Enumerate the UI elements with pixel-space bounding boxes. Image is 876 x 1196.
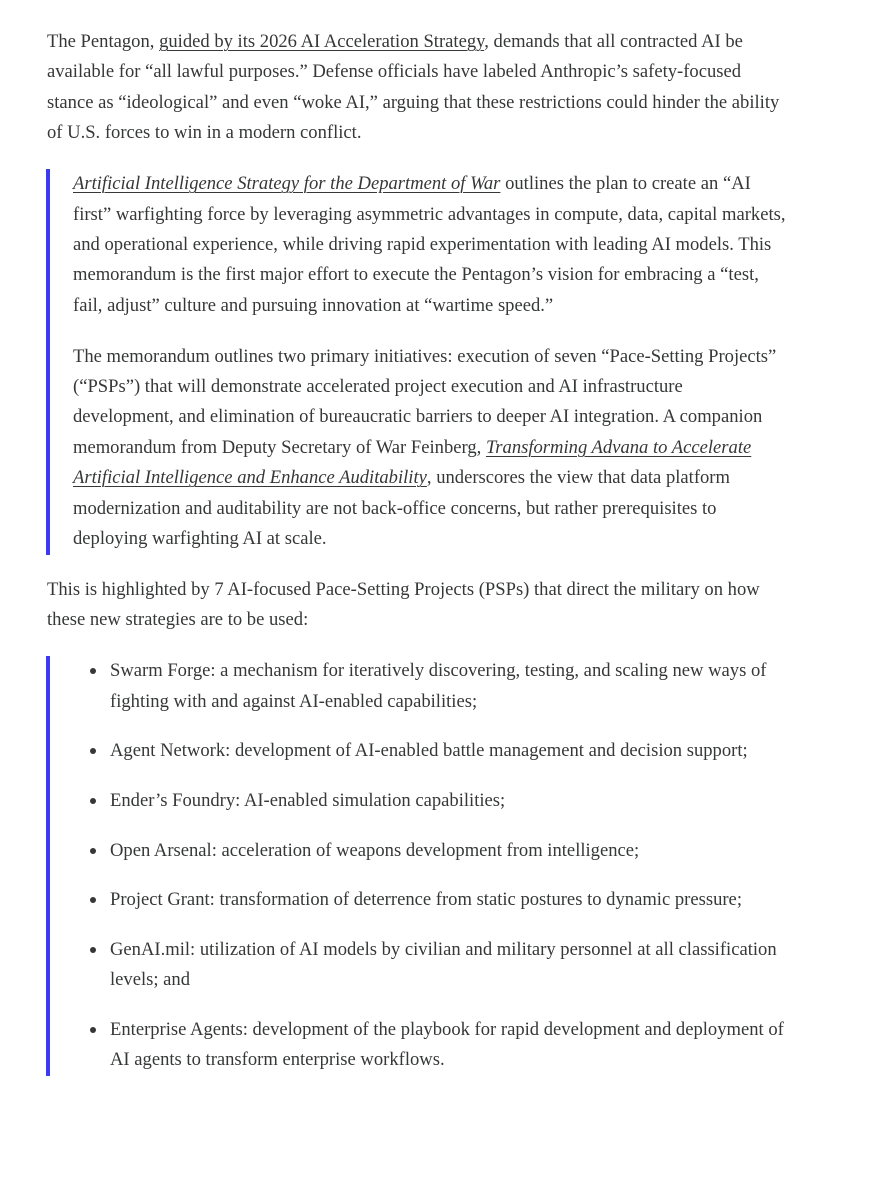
transforming-advana-link[interactable]: Transforming Advana to Accelerate Artificial Intelligence and Enhance Auditability: [73, 436, 752, 489]
quote-paragraph-memorandum: [73, 342, 787, 555]
bullet-icon: [90, 798, 96, 804]
list-item-text: Enterprise Agents: development of the playbook for rapid development and deployment of AI agents to transform enterprise workflows.: [110, 1018, 784, 1071]
ai-acceleration-strategy-link[interactable]: guided by its 2026 AI Acceleration Strategy: [159, 31, 485, 52]
list-item: [110, 885, 787, 915]
blockquote-psp-list: [46, 656, 787, 1075]
list-item: [110, 656, 787, 717]
quote-paragraph-strategy: [73, 169, 787, 321]
psp-list: [50, 656, 787, 1075]
list-item: [110, 1015, 787, 1076]
quote-text: The memorandum outlines two primary initiatives: execution of seven “Pace-Setting Projects” (“PSPs”) that will demonstrate accelerated project execution and AI infrastructure development, and elimination of bureaucratic barriers to deeper AI integration. A companion memorandum from Deputy Secretary of War Feinberg,: [73, 345, 777, 458]
bullet-icon: [90, 668, 96, 674]
list-item-text: Open Arsenal: acceleration of weapons development from intelligence;: [110, 839, 640, 861]
paragraph-text: , demands that all contracted AI be available for “all lawful purposes.” Defense officials have labeled Anthropic’s safety-focused stance as “ideological” and even “woke AI,” arguing that these restrictions could hinder the ability of U.S. forces to win in a modern conflict.: [47, 31, 780, 144]
list-item: [110, 935, 787, 996]
bullet-icon: [90, 748, 96, 754]
bullet-icon: [90, 897, 96, 903]
article-body: [47, 27, 787, 1096]
list-item-text: Project Grant: transformation of deterrence from static postures to dynamic pressure;: [110, 889, 742, 911]
quote-text: outlines the plan to create an “AI first” warfighting force by leveraging asymmetric advantages in compute, data, capital markets, and operational experience, while driving rapid experimentation with leading AI models. This memorandum is the first major effort to execute the Pentagon’s vision for embracing a “test, fail, adjust” culture and pursuing innovation at “wartime speed.”: [73, 173, 786, 316]
quote-text: , underscores the view that data platform modernization and auditability are not back-office concerns, but rather prerequisites to deploying warfighting AI at scale.: [73, 467, 730, 550]
ai-strategy-department-of-war-link[interactable]: Artificial Intelligence Strategy for the Department of War: [73, 173, 501, 195]
blockquote-ai-strategy: [46, 169, 787, 554]
list-item: [110, 836, 787, 866]
paragraph-pentagon-strategy: [47, 27, 787, 149]
list-item-text: Swarm Forge: a mechanism for iteratively discovering, testing, and scaling new ways of fighting with and against AI-enabled capabilities;: [110, 660, 767, 712]
paragraph-psp-intro: This is highlighted by 7 AI-focused Pace-Setting Projects (PSPs) that direct the military on how these new strategies are to be used:: [47, 579, 760, 631]
bullet-icon: [90, 1027, 96, 1033]
list-item-text: Ender’s Foundry: AI-enabled simulation capabilities;: [110, 789, 506, 811]
list-item-text: Agent Network: development of AI-enabled battle management and decision support;: [110, 740, 748, 762]
list-item: [110, 786, 787, 816]
list-item: [110, 736, 787, 766]
bullet-icon: [90, 947, 96, 953]
list-item-text: GenAI.mil: utilization of AI models by civilian and military personnel at all classification levels; and: [110, 938, 777, 991]
paragraph-text: The Pentagon,: [47, 31, 160, 52]
bullet-icon: [90, 848, 96, 854]
